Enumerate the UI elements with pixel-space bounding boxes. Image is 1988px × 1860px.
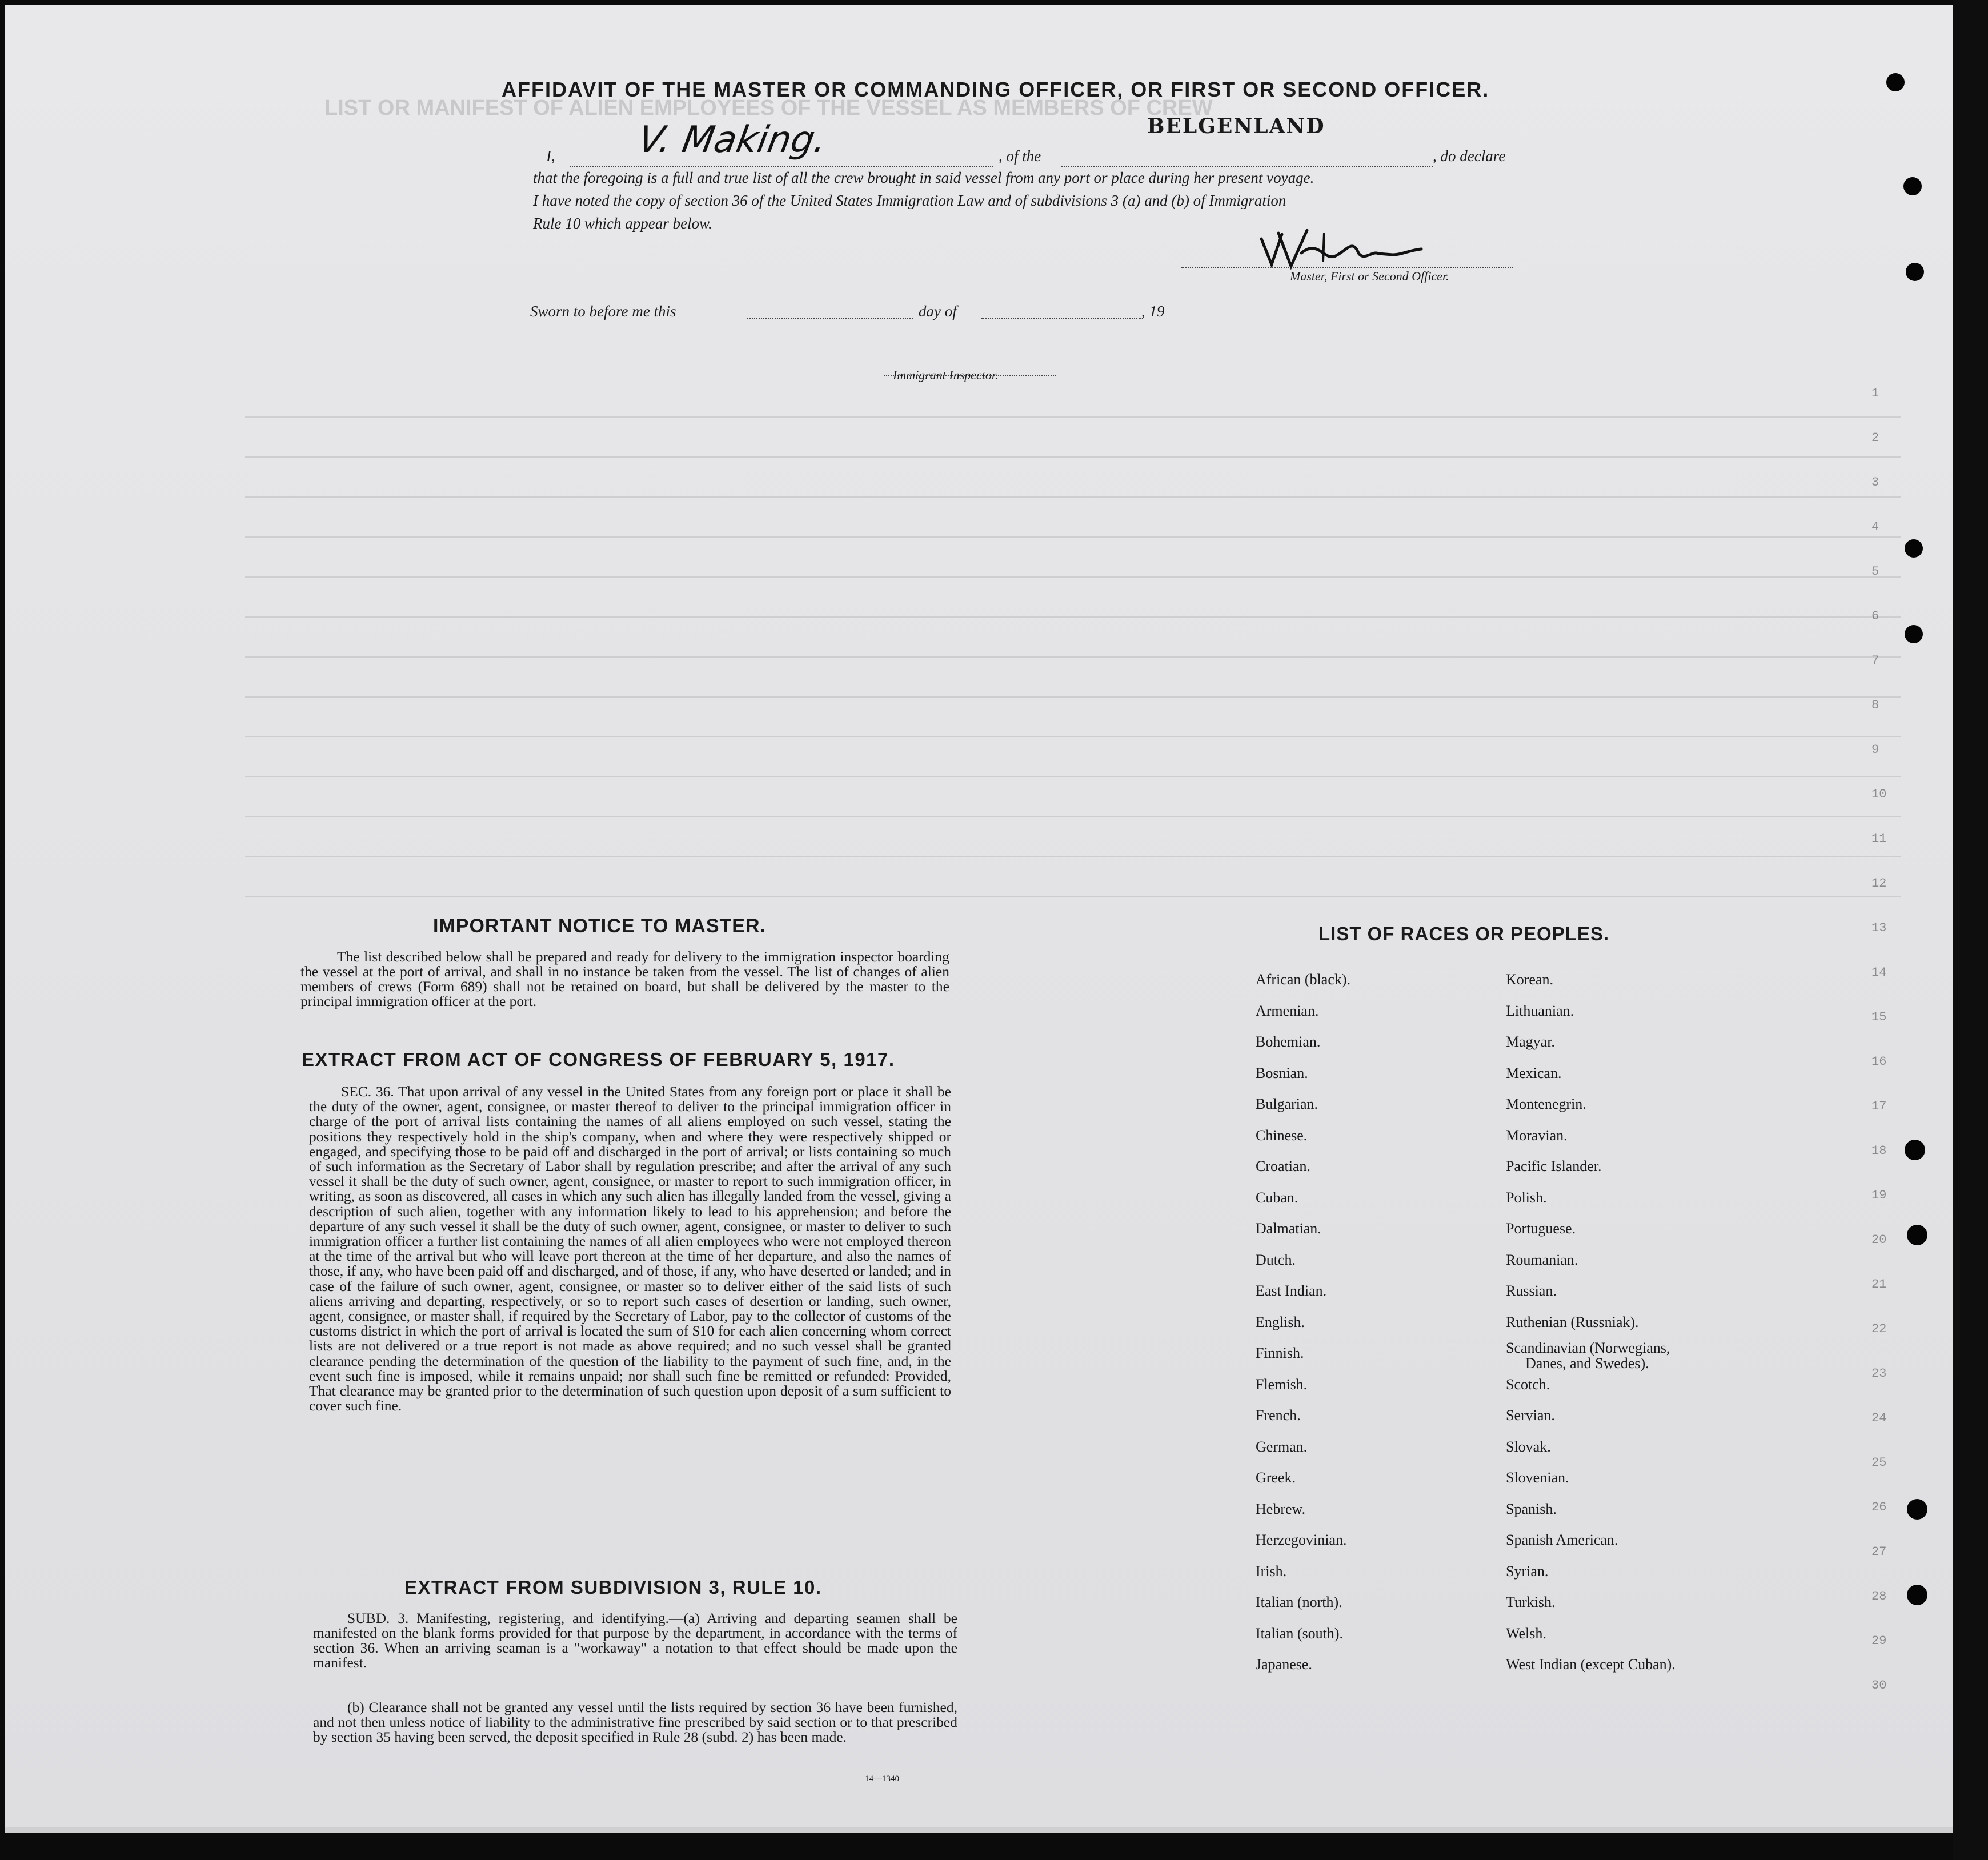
act-title: EXTRACT FROM ACT OF CONGRESS OF FEBRUARY 5, 1917. <box>302 1049 895 1070</box>
inspector-caption: Immigrant Inspector. <box>893 368 999 382</box>
row-number: 18 <box>1871 1144 1887 1158</box>
document-page <box>5 5 1953 1833</box>
bleed-through-rule <box>245 656 1901 658</box>
officer-signature <box>1256 222 1427 273</box>
page-edge-shadow <box>1953 0 1988 1860</box>
affidavit-title: AFFIDAVIT OF THE MASTER OR COMMANDING OFFICER, OR FIRST OR SECOND OFFICER. <box>502 78 1490 101</box>
race-item: Mexican. <box>1506 1064 1562 1081</box>
row-number: 8 <box>1871 698 1879 712</box>
race-item: Irish. <box>1256 1562 1287 1580</box>
race-item: Bosnian. <box>1256 1064 1308 1081</box>
binder-hole <box>1905 625 1923 643</box>
row-number: 27 <box>1871 1545 1887 1559</box>
affidavit-line-1: that the foregoing is a full and true list of all the crew brought in said vessel from any port or place during her present voyage. <box>533 169 1314 186</box>
race-item: French. <box>1256 1407 1301 1424</box>
row-number: 2 <box>1871 431 1879 445</box>
race-item: Croatian. <box>1256 1158 1311 1174</box>
sworn-day-line <box>747 318 913 319</box>
race-item: Armenian. <box>1256 1002 1319 1019</box>
do-declare-label: , do declare <box>1433 147 1506 165</box>
race-item: Hebrew. <box>1256 1500 1306 1517</box>
race-item: Ruthenian (Russniak). <box>1506 1313 1639 1330</box>
binder-hole <box>1906 263 1924 281</box>
binder-hole <box>1905 1140 1925 1160</box>
race-item: African (black). <box>1256 971 1351 988</box>
bleed-through-rule <box>245 856 1901 857</box>
race-item: Korean. <box>1506 971 1554 988</box>
binder-hole <box>1907 1585 1927 1605</box>
race-item: Japanese. <box>1256 1656 1312 1673</box>
bleed-through-heading: LIST OR MANIFEST OF ALIEN EMPLOYEES OF THE VESSEL AS MEMBERS OF CREW <box>324 96 1213 120</box>
race-item: Italian (south). <box>1256 1625 1344 1642</box>
row-number: 25 <box>1871 1456 1887 1470</box>
bleed-through-rule <box>245 416 1901 418</box>
row-number: 24 <box>1871 1411 1887 1425</box>
race-item: Chinese. <box>1256 1127 1308 1144</box>
act-body: SEC. 36. That upon arrival of any vessel in the United States from any foreign port or place it shall be the duty of the owner, agent, consignee, or master thereof to deliver to the principal immigration officer in charge of the port of arrival lists containing the names of all aliens employed on such vessel, stating the positions they respectively hold in the ship's company, when and where they were respectively shipped or engaged, and specifying those to be paid off and discharged in the port of arrival; or lists containing so much of such information as the Secretary of Labor shall by regulation prescribe; and after the arrival of any such vessel it shall be the duty of such owner, agent, consignee, or master to report to such immigration officer, in writing, as soon as discovered, all cases in which any such alien has illegally landed from the vessel, giving a description of such alien, together with any information likely to lead to his apprehension; and before the departure of any such vessel it shall be the duty of such owner, agent, consignee, or master to deliver to such immigration officer a further list containing the names of all alien employees who were not employed thereon at the time of the arrival but who will leave port thereon at the time of her departure, and also the names of those, if any, who have been paid off and discharged, and of those, if any, who have deserted or landed; and in case of the failure of such owner, agent, consignee, or master so to deliver either of the said lists of such aliens arriving and departing, respectively, or so to report such cases of desertion or landing, such owner, agent, consignee, or master shall, if required by the Secretary of Labor, pay to the collector of customs of the customs district in which the port of arrival is located the sum of $10 for each alien concerning whom correct lists are not delivered or a true report is not made as above required; and no such vessel shall be granted clearance pending the determination of the question of the liability to the payment of such fine, and, in the event such fine is imposed, while it remains unpaid; nor shall such fine be remitted or refunded: Provided, That clearance may be granted prior to the determination of such question upon deposit of a sum sufficient to cover such fine. <box>309 1083 951 1414</box>
race-item: Polish. <box>1506 1189 1547 1206</box>
form-number: 14—1340 <box>865 1774 899 1783</box>
row-number: 17 <box>1871 1099 1887 1113</box>
rule-body-a: SUBD. 3. Manifesting, registering, and identifying.—(a) Arriving and departing seamen shall be manifested on the blank forms provided for that purpose by the department, in accordance with the terms of section 36. When an arriving seaman is a "workaway" a notation to that effect should be made upon the manifest. <box>313 1610 957 1671</box>
rule-title: EXTRACT FROM SUBDIVISION 3, RULE 10. <box>404 1577 822 1598</box>
row-number: 3 <box>1871 475 1879 490</box>
affidavit-line-3: Rule 10 which appear below. <box>533 215 712 232</box>
race-item: Dutch. <box>1256 1251 1296 1268</box>
notice-title: IMPORTANT NOTICE TO MASTER. <box>433 915 766 937</box>
race-item: Finnish. <box>1256 1345 1304 1361</box>
row-number: 20 <box>1871 1233 1887 1247</box>
row-number: 12 <box>1871 876 1887 891</box>
race-item: Servian. <box>1506 1407 1555 1424</box>
bleed-through-rule <box>245 896 1901 897</box>
page-bottom-edge <box>5 1827 1953 1833</box>
race-item: Greek. <box>1256 1469 1296 1486</box>
notice-body: The list described below shall be prepared and ready for delivery to the immigration inspector boarding the vessel at the port of arrival, and shall in no instance be taken from the vessel. The list of changes of alien members of crews (Form 689) shall not be retained on board, but shall be delivered by the master to the principal immigration officer at the port. <box>300 948 949 1009</box>
sworn-label: Sworn to before me this <box>530 303 676 320</box>
row-number: 15 <box>1871 1010 1887 1024</box>
race-item: Flemish. <box>1256 1376 1308 1393</box>
affidavit-line-2: I have noted the copy of section 36 of the United States Immigration Law and of subdivisions 3 (a) and (b) of Immigration <box>533 192 1286 209</box>
race-item: Slovak. <box>1506 1438 1551 1455</box>
row-number: 21 <box>1871 1277 1887 1292</box>
row-number: 6 <box>1871 609 1879 623</box>
race-item: Russian. <box>1506 1282 1557 1299</box>
bleed-through-rule <box>245 616 1901 618</box>
of-the-label: , of the <box>999 147 1041 165</box>
binder-hole <box>1905 539 1923 558</box>
row-number: 9 <box>1871 743 1879 757</box>
race-item: Herzegovinian. <box>1256 1532 1347 1548</box>
row-number: 26 <box>1871 1500 1887 1514</box>
row-number: 16 <box>1871 1055 1887 1069</box>
race-item: Scotch. <box>1506 1376 1550 1393</box>
year-label: , 19 <box>1141 303 1165 320</box>
races-title: LIST OF RACES OR PEOPLES. <box>1318 923 1610 944</box>
bleed-through-rule <box>245 816 1901 817</box>
row-number: 14 <box>1871 965 1887 980</box>
bleed-through-rule <box>245 696 1901 698</box>
race-item: Lithuanian. <box>1506 1002 1574 1019</box>
binder-hole <box>1886 73 1905 91</box>
row-number: 13 <box>1871 921 1887 935</box>
bleed-through-rule <box>245 496 1901 498</box>
race-item: Roumanian. <box>1506 1251 1578 1268</box>
row-number: 5 <box>1871 564 1879 579</box>
race-item: Portuguese. <box>1506 1220 1576 1237</box>
bleed-through-rule <box>245 536 1901 538</box>
row-number: 4 <box>1871 520 1879 534</box>
row-number: 23 <box>1871 1366 1887 1381</box>
bleed-through-rule <box>245 736 1901 737</box>
row-number: 29 <box>1871 1634 1887 1648</box>
signature-caption: Master, First or Second Officer. <box>1290 269 1449 283</box>
race-item: Italian (north). <box>1256 1594 1342 1610</box>
binder-hole <box>1907 1225 1927 1245</box>
race-item: Dalmatian. <box>1256 1220 1321 1237</box>
binder-hole <box>1907 1499 1927 1520</box>
race-item: German. <box>1256 1438 1308 1455</box>
race-item: Cuban. <box>1256 1189 1298 1206</box>
row-number: 11 <box>1871 832 1887 846</box>
sworn-month-line <box>981 318 1141 319</box>
race-item: Spanish. <box>1506 1500 1557 1517</box>
bleed-through-rule <box>245 576 1901 578</box>
race-item: East Indian. <box>1256 1282 1327 1299</box>
race-item: Montenegrin. <box>1506 1096 1586 1112</box>
race-item: West Indian (except Cuban). <box>1506 1656 1676 1673</box>
race-item: Bohemian. <box>1256 1033 1321 1050</box>
race-item: Syrian. <box>1506 1562 1549 1580</box>
officer-name-handwritten: V. Making. <box>635 119 830 161</box>
bleed-through-rule <box>245 776 1901 777</box>
race-item: Turkish. <box>1506 1594 1556 1610</box>
row-number: 28 <box>1871 1589 1887 1604</box>
race-item: Bulgarian. <box>1256 1096 1318 1112</box>
race-item: Slovenian. <box>1506 1469 1569 1486</box>
binder-hole <box>1903 177 1922 195</box>
race-item: Scandinavian (Norwegians, Danes, and Swedes). <box>1506 1340 1670 1372</box>
bleed-through-rule <box>245 456 1901 458</box>
row-number: 22 <box>1871 1322 1887 1336</box>
ship-name: BELGENLAND <box>1147 114 1325 138</box>
row-number: 1 <box>1871 386 1879 400</box>
race-item: English. <box>1256 1313 1305 1330</box>
row-number: 7 <box>1871 654 1879 668</box>
i-label: I, <box>546 147 555 165</box>
row-number: 19 <box>1871 1188 1887 1202</box>
race-item: Welsh. <box>1506 1625 1546 1642</box>
row-number: 30 <box>1871 1678 1887 1693</box>
race-item: Magyar. <box>1506 1033 1555 1050</box>
ship-line <box>1061 166 1433 167</box>
race-item: Spanish American. <box>1506 1532 1618 1548</box>
day-of-label: day of <box>919 303 957 320</box>
rule-body-b: (b) Clearance shall not be granted any vessel until the lists required by section 36 have been furnished, and not then unless notice of liability to the administrative fine prescribed by said section or to that prescribed by section 35 having been served, the deposit specified in Rule 28 (subd. 2) has been made. <box>313 1699 957 1745</box>
race-item: Pacific Islander. <box>1506 1158 1602 1174</box>
row-number: 10 <box>1871 787 1887 801</box>
race-item: Moravian. <box>1506 1127 1568 1144</box>
officer-name-line <box>570 166 993 167</box>
